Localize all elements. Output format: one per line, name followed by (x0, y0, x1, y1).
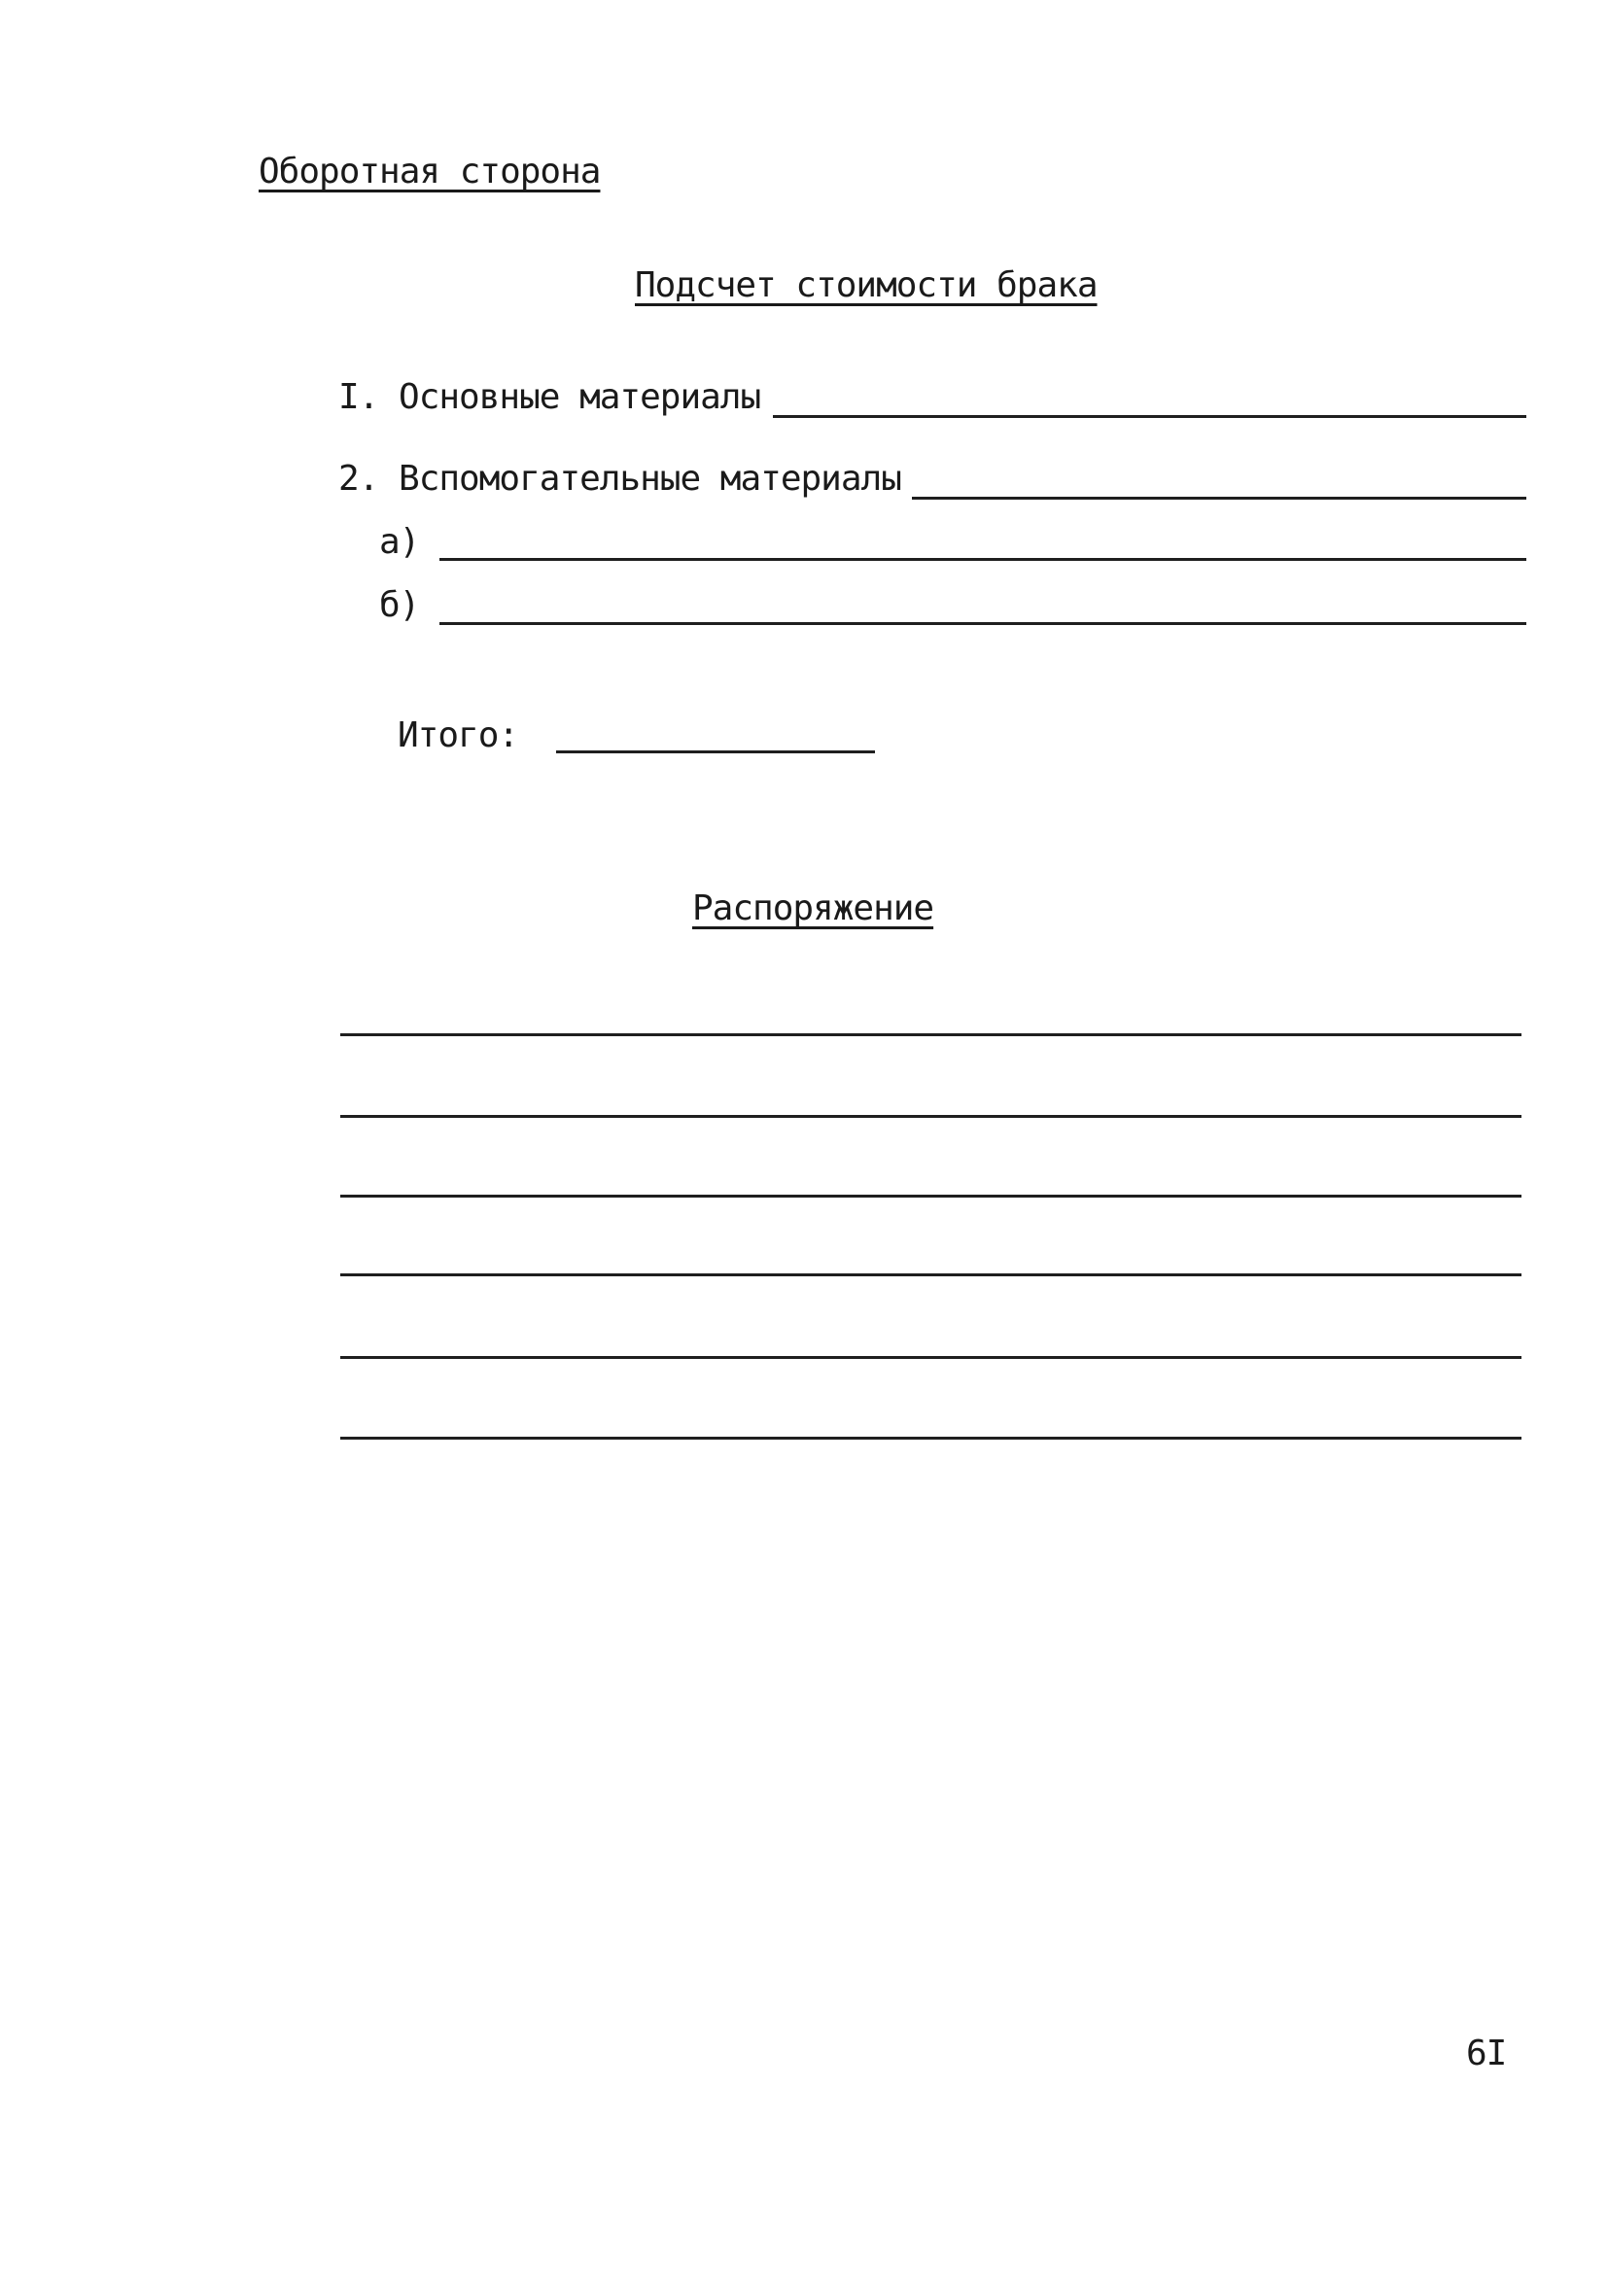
total-field[interactable] (556, 750, 875, 753)
order-line-2[interactable] (340, 1115, 1521, 1118)
side-label: Оборотная сторона (259, 152, 601, 191)
order-line-4[interactable] (340, 1273, 1521, 1276)
order-line-5[interactable] (340, 1356, 1521, 1359)
auxiliary-materials-field[interactable] (912, 497, 1526, 500)
order-line-3[interactable] (340, 1195, 1521, 1198)
main-materials-field[interactable] (773, 415, 1526, 418)
order-line-6[interactable] (340, 1437, 1521, 1440)
main-materials-label: I. Основные материалы (338, 377, 761, 417)
page-number: 6I (1466, 2034, 1507, 2073)
total-label: Итого: (398, 715, 519, 755)
sub-item-a-field[interactable] (439, 558, 1526, 561)
sub-item-b-field[interactable] (439, 622, 1526, 625)
auxiliary-materials-label: 2. Вспомогательные материалы (338, 459, 901, 499)
cost-section-title: Подсчет стоимости брака (635, 265, 1098, 305)
order-line-1[interactable] (340, 1033, 1521, 1036)
sub-item-b-label: б) (379, 585, 420, 625)
sub-item-a-label: а) (379, 522, 420, 562)
order-section-title: Распоряжение (692, 888, 934, 928)
